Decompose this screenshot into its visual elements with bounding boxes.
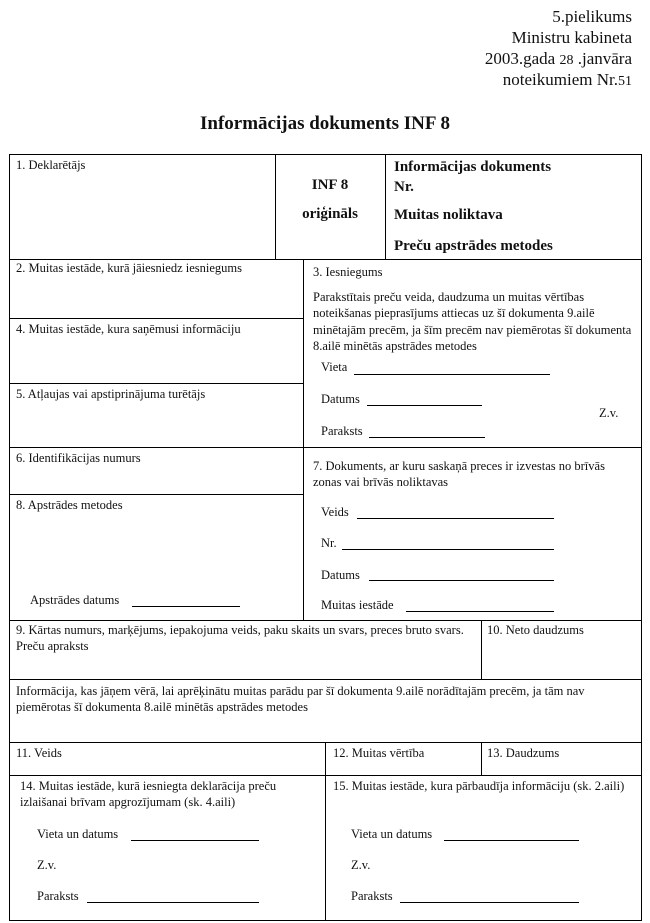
type-line[interactable] — [357, 518, 554, 519]
number-label: Nr. — [321, 536, 337, 550]
box7-date-label: Datums — [321, 568, 360, 582]
signature-line[interactable] — [369, 437, 485, 438]
divider — [9, 447, 642, 448]
issuer: Ministru kabineta — [511, 28, 632, 47]
box3-statement: Parakstītais preču veida, daudzuma un muitas vērtības noteikšanas pieprasījums attiecas uz šī dokumenta 9.ailē minētajām precēm, ja šīm precēm nav piemērotas šī dokumenta 8.ailē minētās apstrādes metodes — [313, 290, 632, 353]
original-label: oriģināls — [302, 206, 358, 222]
divider — [9, 494, 303, 495]
processing-date-line[interactable] — [132, 606, 240, 607]
box1-declarant-label: 1. Deklarētājs — [16, 158, 86, 172]
regulation-number-label: noteikumiem Nr. — [502, 70, 618, 89]
box13-label: 13. Daudzums — [487, 746, 560, 760]
divider — [9, 259, 642, 260]
divider — [9, 318, 303, 319]
processing-date-label: Apstrādes datums — [30, 593, 120, 607]
signature-label: Paraksts — [321, 424, 363, 438]
date-line[interactable] — [367, 405, 482, 406]
type-label: Veids — [321, 505, 349, 519]
place-line[interactable] — [354, 374, 550, 375]
divider — [9, 679, 642, 680]
box7-date-line[interactable] — [369, 580, 554, 581]
divider — [385, 154, 386, 259]
box14-place-date-label: Vieta un datums — [37, 827, 119, 841]
regulation-number — [503, 71, 632, 89]
box15-place-date-line[interactable] — [444, 840, 579, 841]
divider — [325, 742, 326, 921]
place-label: Vieta — [321, 360, 348, 374]
regulation-number-value: 51 — [618, 74, 632, 89]
inf8-label: INF 8 — [311, 177, 349, 193]
box2-label: 2. Muitas iestāde, kurā jāiesniedz iesniegums — [16, 261, 242, 275]
customs-office-label: Muitas iestāde — [321, 598, 394, 612]
customs-office-line[interactable] — [406, 611, 554, 612]
regulation-year: 2003.gada — [484, 49, 556, 68]
box14-signature-label: Paraksts — [37, 889, 79, 903]
doc-header-methods: Preču apstrādes metodes — [394, 238, 553, 254]
box10-label: 10. Neto daudzums — [487, 623, 584, 637]
seal-label: Z.v. — [599, 406, 619, 420]
box15-place-date-label: Vieta un datums — [351, 827, 433, 841]
box12-label: 12. Muitas vērtība — [333, 746, 425, 760]
box8-label: 8. Apstrādes metodes — [16, 498, 123, 512]
box14-label: 14. Muitas iestāde, kurā iesniegta deklarācija preču izlaišanai brīvam apgrozījumam (sk. 4.aili) — [20, 779, 277, 809]
regulation-month: .janvāra — [577, 49, 632, 68]
doc-header-title: Informācijas dokuments — [394, 159, 552, 175]
box15-signature-label: Paraksts — [351, 889, 393, 903]
divider — [303, 259, 304, 620]
box14-seal-label: Z.v. — [37, 858, 57, 872]
number-line[interactable] — [342, 549, 554, 550]
annex-number: 5.pielikums — [552, 7, 632, 26]
divider — [9, 383, 303, 384]
box14-place-date-line[interactable] — [131, 840, 259, 841]
box7-label: 7. Dokuments, ar kuru saskaņā preces ir izvestas no brīvās zonas vai brīvās noliktavas — [313, 459, 605, 489]
box15-seal-label: Z.v. — [351, 858, 371, 872]
doc-header-number: Nr. — [394, 179, 414, 195]
box6-label: 6. Identifikācijas numurs — [16, 451, 141, 465]
box4-label: 4. Muitas iestāde, kura saņēmusi informāciju — [16, 322, 241, 336]
box5-label: 5. Atļaujas vai apstiprinājuma turētājs — [16, 387, 206, 401]
box15-signature-line[interactable] — [400, 902, 579, 903]
regulation-date — [485, 50, 632, 68]
doc-header-warehouse: Muitas noliktava — [394, 207, 503, 223]
box3-label: 3. Iesniegums — [313, 265, 383, 279]
divider — [9, 775, 642, 776]
date-label: Datums — [321, 392, 360, 406]
regulation-day: 28 — [559, 53, 574, 68]
box11-label: 11. Veids — [16, 746, 62, 760]
box15-label: 15. Muitas iestāde, kura pārbaudīja informāciju (sk. 2.aili) — [333, 779, 625, 793]
page-title: Informācijas dokuments INF 8 — [200, 113, 450, 134]
box14-signature-line[interactable] — [87, 902, 259, 903]
box9-label: 9. Kārtas numurs, marķējums, iepakojuma veids, paku skaits un svars, preces bruto svars. Preču apraksts — [16, 623, 464, 653]
divider — [481, 742, 482, 775]
divider — [481, 620, 482, 679]
info-text: Informācija, kas jāņem vērā, lai aprēķinātu muitas parādu par šī dokumenta 9.ailē norādītajām precēm, ja tām nav piemērotas šī dokumenta 8.ailē minētās apstrādes metodes — [16, 684, 585, 714]
divider — [9, 620, 642, 621]
